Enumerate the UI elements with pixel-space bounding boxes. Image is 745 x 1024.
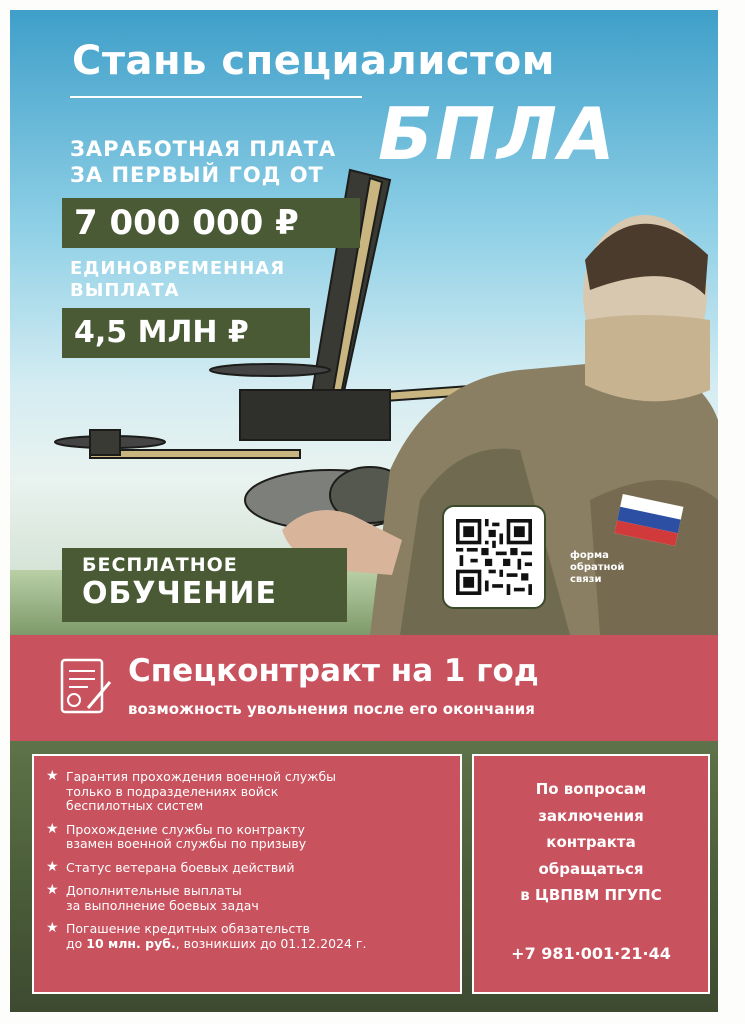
poster bbox=[10, 10, 718, 1012]
star-icon: ★ bbox=[46, 820, 59, 837]
qr-caption-line3: связи bbox=[570, 574, 602, 585]
qr-code[interactable] bbox=[442, 505, 546, 609]
benefit-text-bold: 10 млн. руб. bbox=[86, 935, 176, 951]
star-icon: ★ bbox=[46, 858, 59, 875]
contact-line5: в ЦВПВМ ПГУПС bbox=[520, 886, 662, 904]
qr-caption-line2: обратной bbox=[570, 562, 625, 573]
benefits-box bbox=[32, 754, 462, 994]
benefit-text: Погашение кредитных обязательств bbox=[66, 921, 311, 936]
benefit-item bbox=[46, 922, 452, 951]
title-underline bbox=[70, 96, 362, 98]
qr-code-icon bbox=[456, 519, 532, 595]
star-icon: ★ bbox=[46, 882, 59, 898]
benefit-text bbox=[66, 937, 452, 952]
contact-line3: контракта bbox=[546, 833, 636, 851]
contract-document-icon bbox=[58, 658, 114, 716]
benefit-text: Гарантия прохождения военной службы bbox=[66, 769, 337, 784]
star-icon: ★ bbox=[46, 768, 59, 784]
benefit-item bbox=[46, 858, 452, 876]
contact-line4: обращаться bbox=[538, 859, 644, 878]
contact-line2: заключения bbox=[538, 806, 644, 825]
benefit-text: взамен военной службы по призыву bbox=[66, 836, 307, 851]
training-line2: ОБУЧЕНИЕ bbox=[82, 576, 277, 611]
benefit-text-post: , возникших до 01.12.2024 г. bbox=[175, 935, 367, 951]
training-line1: БЕСПЛАТНОЕ bbox=[82, 554, 238, 576]
lump-sum-value: 4,5 МЛН ₽ bbox=[62, 308, 310, 358]
benefit-text: только в подразделениях войск bbox=[66, 783, 279, 799]
contract-subtitle: возможность увольнения после его окончания bbox=[128, 700, 535, 718]
page-title: Стань специалистом bbox=[72, 38, 555, 84]
benefit-text: Дополнительные выплаты bbox=[66, 883, 242, 898]
contact-phone[interactable]: +7 981·001·21·44 bbox=[511, 944, 671, 963]
qr-caption-line1: форма bbox=[570, 550, 609, 561]
benefit-text: Прохождение службы по контракту bbox=[66, 821, 305, 837]
contact-box bbox=[472, 754, 710, 994]
benefit-text-pre: до bbox=[66, 935, 87, 951]
lump-sum-label-line2: ВЫПЛАТА bbox=[70, 280, 180, 301]
benefit-text: за выполнение боевых задач bbox=[66, 897, 259, 913]
salary-label-line1: ЗАРАБОТНАЯ ПЛАТА bbox=[70, 137, 337, 161]
benefit-item bbox=[46, 884, 452, 913]
free-training-badge bbox=[62, 548, 347, 622]
salary-label-line2: ЗА ПЕРВЫЙ ГОД ОТ bbox=[70, 163, 324, 187]
contact-text bbox=[474, 776, 708, 909]
benefit-text: беспилотных систем bbox=[66, 798, 204, 813]
qr-caption bbox=[570, 550, 650, 586]
contract-title: Спецконтракт на 1 год bbox=[128, 653, 539, 689]
benefit-item bbox=[46, 770, 452, 814]
benefits-list bbox=[46, 770, 452, 951]
benefit-text: Статус ветерана боевых действий bbox=[66, 859, 295, 875]
lump-sum-label-line1: ЕДИНОВРЕМЕННАЯ bbox=[70, 258, 286, 279]
lump-sum-label bbox=[70, 258, 285, 302]
salary-value: 7 000 000 ₽ bbox=[62, 198, 360, 248]
page-subtitle: БПЛА bbox=[378, 92, 617, 176]
contact-line1: По вопросам bbox=[535, 780, 647, 798]
star-icon: ★ bbox=[46, 920, 59, 936]
benefit-item bbox=[46, 820, 452, 852]
salary-label bbox=[70, 136, 336, 188]
